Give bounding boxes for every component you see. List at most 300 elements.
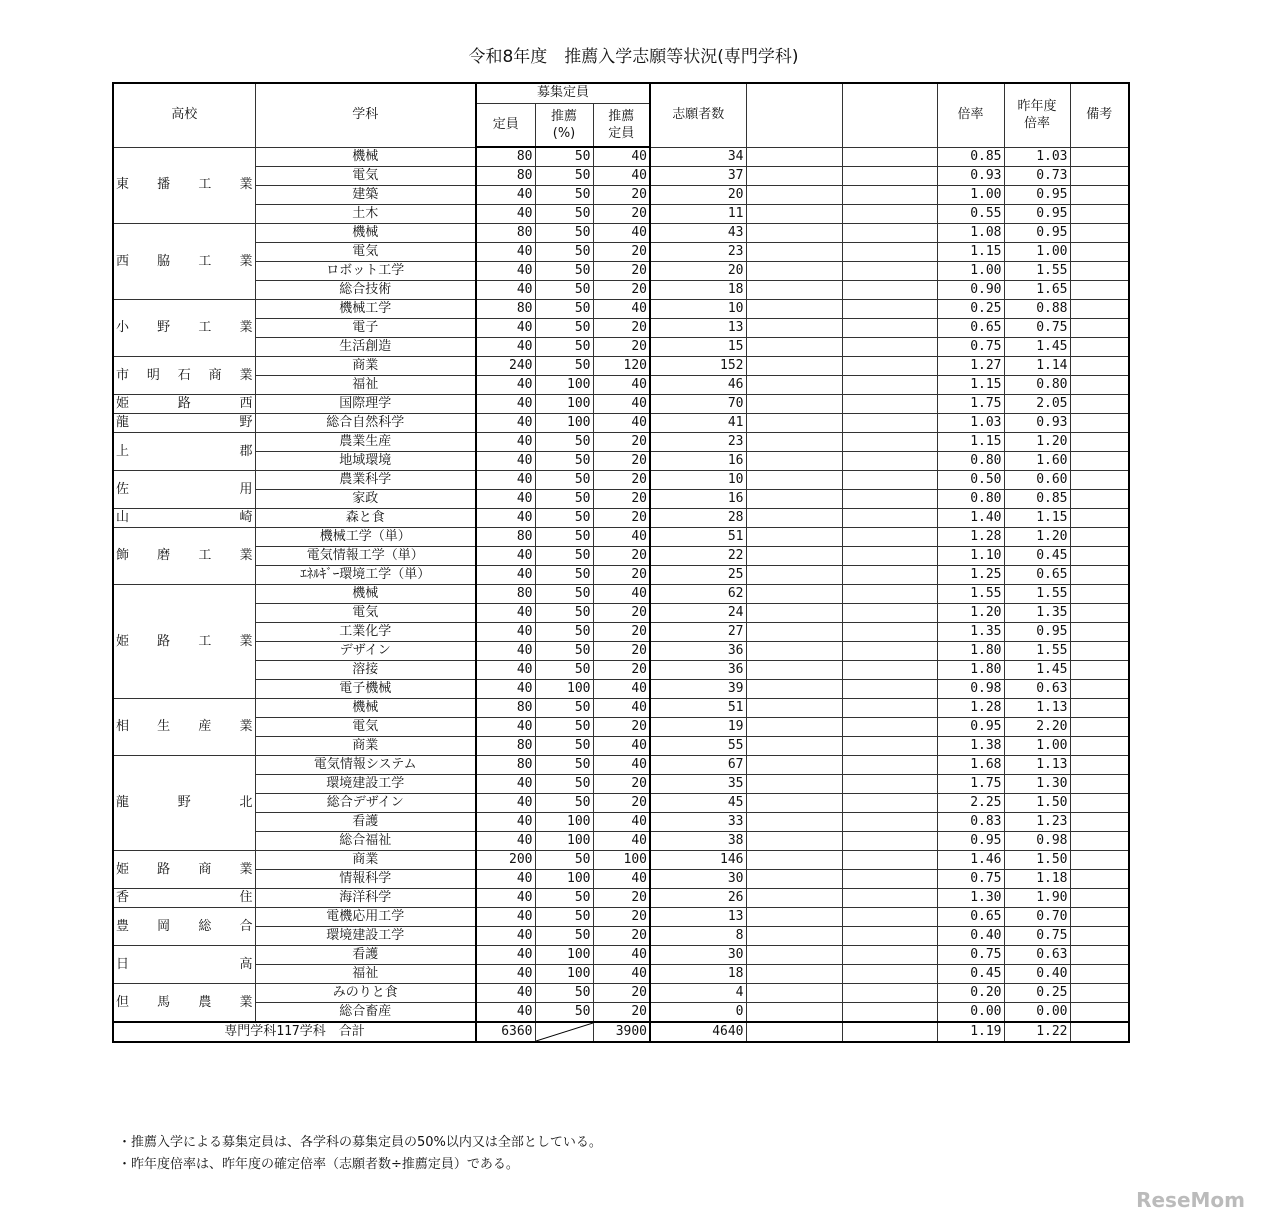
applicants-value: 37 — [650, 167, 746, 186]
blank-cell-1 — [746, 870, 842, 889]
applicants-value: 8 — [650, 927, 746, 946]
prev-ratio-value: 1.90 — [1004, 889, 1070, 908]
school-name-chars: 小 野 工 業 — [116, 320, 253, 335]
school-name — [113, 147, 255, 224]
prev-ratio-value: 1.20 — [1004, 433, 1070, 452]
department-name: 土木 — [255, 205, 476, 224]
school-name — [113, 509, 255, 528]
ratio-value: 0.65 — [937, 908, 1004, 927]
blank-cell-2 — [842, 224, 937, 243]
rec-capacity-value: 100 — [593, 851, 650, 870]
applicants-value: 23 — [650, 243, 746, 262]
capacity-value: 40 — [476, 984, 535, 1003]
rec-capacity-value: 20 — [593, 509, 650, 528]
rec-pct-value: 50 — [535, 1003, 593, 1023]
remarks-cell — [1070, 319, 1129, 338]
rec-capacity-value: 20 — [593, 927, 650, 946]
ratio-value: 1.20 — [937, 604, 1004, 623]
prev-ratio-value: 0.75 — [1004, 319, 1070, 338]
table-row — [113, 338, 1129, 357]
department-name: 電子 — [255, 319, 476, 338]
applicants-value: 35 — [650, 775, 746, 794]
applicants-value: 34 — [650, 147, 746, 167]
prev-ratio-value: 1.00 — [1004, 243, 1070, 262]
resemom-logo: ReseMom — [1136, 1188, 1245, 1212]
blank-cell-1 — [746, 471, 842, 490]
applicants-value: 10 — [650, 471, 746, 490]
table-row — [113, 262, 1129, 281]
remarks-cell — [1070, 167, 1129, 186]
prev-ratio-value: 1.45 — [1004, 338, 1070, 357]
rec-capacity-value: 20 — [593, 205, 650, 224]
remarks-cell — [1070, 186, 1129, 205]
department-name: 総合福祉 — [255, 832, 476, 851]
applicants-value: 152 — [650, 357, 746, 376]
school-name — [113, 756, 255, 851]
blank-cell-2 — [842, 946, 937, 965]
remarks-cell — [1070, 623, 1129, 642]
applicants-value: 55 — [650, 737, 746, 756]
remarks-cell — [1070, 566, 1129, 585]
rec-pct-value: 50 — [535, 851, 593, 870]
applicants-value: 30 — [650, 946, 746, 965]
ratio-value: 0.45 — [937, 965, 1004, 984]
ratio-value: 0.75 — [937, 870, 1004, 889]
rec-pct-value: 50 — [535, 509, 593, 528]
total-capacity: 6360 — [476, 1022, 535, 1042]
applicants-value: 51 — [650, 528, 746, 547]
rec-pct-value: 50 — [535, 604, 593, 623]
department-name: 商業 — [255, 357, 476, 376]
department-name: 生活創造 — [255, 338, 476, 357]
ratio-value: 0.80 — [937, 490, 1004, 509]
blank-cell-1 — [746, 1003, 842, 1023]
table-row — [113, 281, 1129, 300]
blank-cell-1 — [746, 547, 842, 566]
ratio-value: 1.00 — [937, 262, 1004, 281]
prev-ratio-value: 1.60 — [1004, 452, 1070, 471]
capacity-value: 40 — [476, 623, 535, 642]
remarks-cell — [1070, 471, 1129, 490]
rec-pct-value: 50 — [535, 642, 593, 661]
blank-cell-1 — [746, 908, 842, 927]
total-diagonal-slash — [535, 1022, 593, 1042]
department-name: 機械工学 — [255, 300, 476, 319]
rec-capacity-value: 40 — [593, 946, 650, 965]
prev-ratio-value: 0.45 — [1004, 547, 1070, 566]
prev-ratio-value: 1.13 — [1004, 756, 1070, 775]
department-name: 福祉 — [255, 376, 476, 395]
capacity-value: 80 — [476, 528, 535, 547]
table-row — [113, 965, 1129, 984]
rec-capacity-value: 20 — [593, 908, 650, 927]
applicants-value: 36 — [650, 642, 746, 661]
blank-cell-2 — [842, 813, 937, 832]
school-name — [113, 946, 255, 984]
rec-capacity-value: 40 — [593, 699, 650, 718]
applicants-value: 20 — [650, 262, 746, 281]
table-row — [113, 756, 1129, 775]
prev-ratio-value: 2.05 — [1004, 395, 1070, 414]
department-name: ロボット工学 — [255, 262, 476, 281]
applications-table — [112, 82, 1130, 1043]
prev-ratio-value: 1.14 — [1004, 357, 1070, 376]
rec-capacity-value: 20 — [593, 889, 650, 908]
rec-pct-value: 50 — [535, 927, 593, 946]
department-name: 電気 — [255, 718, 476, 737]
applicants-value: 28 — [650, 509, 746, 528]
ratio-value: 2.25 — [937, 794, 1004, 813]
header-recruit-group: 募集定員 — [476, 83, 650, 103]
ratio-value: 0.90 — [937, 281, 1004, 300]
blank-cell-2 — [842, 642, 937, 661]
remarks-cell — [1070, 832, 1129, 851]
blank-cell-1 — [746, 262, 842, 281]
remarks-cell — [1070, 851, 1129, 870]
school-name-chars: 相 生 産 業 — [116, 719, 253, 734]
applicants-value: 18 — [650, 965, 746, 984]
blank-cell-2 — [842, 889, 937, 908]
capacity-value: 80 — [476, 224, 535, 243]
capacity-value: 40 — [476, 832, 535, 851]
prev-ratio-value: 0.25 — [1004, 984, 1070, 1003]
department-name: 総合自然科学 — [255, 414, 476, 433]
table-row — [113, 414, 1129, 433]
school-name-chars: 姫 路 工 業 — [116, 633, 253, 649]
blank-cell-1 — [746, 300, 842, 319]
department-name: 農業科学 — [255, 471, 476, 490]
blank-cell-1 — [746, 224, 842, 243]
blank-cell-2 — [842, 680, 937, 699]
capacity-value: 40 — [476, 642, 535, 661]
ratio-value: 1.28 — [937, 699, 1004, 718]
ratio-value: 1.80 — [937, 642, 1004, 661]
prev-ratio-value: 1.55 — [1004, 262, 1070, 281]
prev-ratio-value: 0.40 — [1004, 965, 1070, 984]
school-name-chars: 市 明 石 商 業 — [116, 367, 253, 383]
prev-ratio-value: 1.30 — [1004, 775, 1070, 794]
capacity-value: 40 — [476, 566, 535, 585]
prev-ratio-value: 0.63 — [1004, 680, 1070, 699]
table-row — [113, 357, 1129, 376]
applicants-value: 19 — [650, 718, 746, 737]
rec-capacity-value: 40 — [593, 376, 650, 395]
capacity-value: 40 — [476, 281, 535, 300]
applicants-value: 41 — [650, 414, 746, 433]
school-name-chars: 龍 野 — [116, 415, 253, 430]
table-row — [113, 471, 1129, 490]
ratio-value: 0.25 — [937, 300, 1004, 319]
school-name-chars: 豊 岡 総 合 — [116, 918, 253, 934]
table-row — [113, 775, 1129, 794]
table-row — [113, 661, 1129, 680]
blank-cell-1 — [746, 243, 842, 262]
table-row — [113, 186, 1129, 205]
ratio-value: 1.80 — [937, 661, 1004, 680]
remarks-cell — [1070, 699, 1129, 718]
ratio-value: 1.40 — [937, 509, 1004, 528]
blank-cell-2 — [842, 395, 937, 414]
table-row — [113, 680, 1129, 699]
blank-cell-1 — [746, 357, 842, 376]
total-prev-ratio: 1.22 — [1004, 1022, 1070, 1042]
department-name: 電気情報システム — [255, 756, 476, 775]
table-row — [113, 623, 1129, 642]
prev-ratio-value: 1.55 — [1004, 642, 1070, 661]
blank-cell-2 — [842, 794, 937, 813]
capacity-value: 40 — [476, 946, 535, 965]
prev-ratio-value: 1.65 — [1004, 281, 1070, 300]
ratio-value: 1.08 — [937, 224, 1004, 243]
school-name — [113, 889, 255, 908]
notes — [118, 1132, 602, 1176]
capacity-value: 240 — [476, 357, 535, 376]
rec-pct-value: 100 — [535, 965, 593, 984]
rec-capacity-value: 20 — [593, 623, 650, 642]
table-row — [113, 566, 1129, 585]
rec-pct-value: 50 — [535, 433, 593, 452]
table-row — [113, 832, 1129, 851]
school-name-chars: 姫 路 商 業 — [116, 861, 253, 877]
table-row — [113, 794, 1129, 813]
prev-ratio-value: 1.55 — [1004, 585, 1070, 604]
school-name — [113, 851, 255, 889]
remarks-cell — [1070, 927, 1129, 946]
department-name: 看護 — [255, 946, 476, 965]
table-row — [113, 604, 1129, 623]
blank-cell-2 — [842, 661, 937, 680]
school-name-chars: 上 郡 — [116, 443, 253, 459]
table-row — [113, 167, 1129, 186]
blank-cell-1 — [746, 946, 842, 965]
prev-ratio-value: 0.93 — [1004, 414, 1070, 433]
capacity-value: 40 — [476, 813, 535, 832]
remarks-cell — [1070, 243, 1129, 262]
capacity-value: 80 — [476, 737, 535, 756]
blank-cell-2 — [842, 490, 937, 509]
blank-cell-1 — [746, 699, 842, 718]
rec-capacity-value: 40 — [593, 585, 650, 604]
capacity-value: 40 — [476, 775, 535, 794]
header-ratio: 倍率 — [937, 83, 1004, 147]
page-title: 令和8年度 推薦入学志願等状況(専門学科) — [468, 47, 799, 67]
capacity-value: 40 — [476, 604, 535, 623]
remarks-cell — [1070, 262, 1129, 281]
blank-cell-1 — [746, 737, 842, 756]
capacity-value: 40 — [476, 680, 535, 699]
prev-ratio-value: 0.80 — [1004, 376, 1070, 395]
remarks-cell — [1070, 984, 1129, 1003]
rec-capacity-value: 20 — [593, 471, 650, 490]
remarks-cell — [1070, 908, 1129, 927]
remarks-cell — [1070, 794, 1129, 813]
department-name: 機械工学（単） — [255, 528, 476, 547]
remarks-cell — [1070, 585, 1129, 604]
table-row — [113, 205, 1129, 224]
table-row — [113, 395, 1129, 414]
rec-pct-value: 50 — [535, 718, 593, 737]
rec-pct-value: 50 — [535, 167, 593, 186]
prev-ratio-value: 1.20 — [1004, 528, 1070, 547]
remarks-cell — [1070, 224, 1129, 243]
blank-cell-1 — [746, 718, 842, 737]
total-applicants: 4640 — [650, 1022, 746, 1042]
capacity-value: 200 — [476, 851, 535, 870]
prev-ratio-value: 0.85 — [1004, 490, 1070, 509]
school-name — [113, 357, 255, 395]
header-prev-ratio: 昨年度 倍率 — [1004, 83, 1070, 147]
table-body — [113, 147, 1129, 1022]
rec-pct-value: 50 — [535, 737, 593, 756]
table-row — [113, 718, 1129, 737]
prev-ratio-value: 1.50 — [1004, 851, 1070, 870]
rec-capacity-value: 20 — [593, 661, 650, 680]
header-applicants: 志願者数 — [650, 83, 746, 147]
school-name — [113, 528, 255, 585]
department-name: 機械 — [255, 147, 476, 167]
blank-cell-2 — [842, 147, 937, 167]
blank-cell-2 — [842, 699, 937, 718]
department-name: 環境建設工学 — [255, 775, 476, 794]
applicants-value: 22 — [650, 547, 746, 566]
capacity-value: 40 — [476, 262, 535, 281]
ratio-value: 0.55 — [937, 205, 1004, 224]
table-row — [113, 490, 1129, 509]
remarks-cell — [1070, 870, 1129, 889]
ratio-value: 1.38 — [937, 737, 1004, 756]
ratio-value: 1.75 — [937, 395, 1004, 414]
blank-cell-2 — [842, 376, 937, 395]
applicants-value: 16 — [650, 490, 746, 509]
department-name: 商業 — [255, 851, 476, 870]
blank-cell-2 — [842, 205, 937, 224]
capacity-value: 80 — [476, 699, 535, 718]
blank-cell-2 — [842, 262, 937, 281]
blank-cell-1 — [746, 414, 842, 433]
prev-ratio-value: 0.73 — [1004, 167, 1070, 186]
school-name — [113, 433, 255, 471]
applicants-value: 46 — [650, 376, 746, 395]
capacity-value: 40 — [476, 395, 535, 414]
prev-ratio-value: 0.95 — [1004, 224, 1070, 243]
blank-cell-2 — [842, 319, 937, 338]
remarks-cell — [1070, 414, 1129, 433]
applicants-value: 18 — [650, 281, 746, 300]
school-name — [113, 224, 255, 300]
ratio-value: 1.55 — [937, 585, 1004, 604]
rec-pct-value: 100 — [535, 680, 593, 699]
ratio-value: 1.10 — [937, 547, 1004, 566]
department-name: 電気情報工学（単） — [255, 547, 476, 566]
capacity-value: 40 — [476, 870, 535, 889]
school-name-chars: 姫 路 西 — [116, 396, 253, 411]
remarks-cell — [1070, 965, 1129, 984]
school-name-chars: 日 高 — [116, 956, 253, 972]
school-name-chars: 佐 用 — [116, 481, 253, 497]
capacity-value: 40 — [476, 509, 535, 528]
blank-cell-2 — [842, 357, 937, 376]
applicants-value: 146 — [650, 851, 746, 870]
applicants-value: 27 — [650, 623, 746, 642]
blank-cell-1 — [746, 167, 842, 186]
rec-capacity-value: 40 — [593, 147, 650, 167]
table-row — [113, 433, 1129, 452]
ratio-value: 1.46 — [937, 851, 1004, 870]
applicants-value: 51 — [650, 699, 746, 718]
total-ratio: 1.19 — [937, 1022, 1004, 1042]
school-name — [113, 395, 255, 414]
ratio-value: 1.03 — [937, 414, 1004, 433]
total-blank-2 — [842, 1022, 937, 1042]
rec-capacity-value: 40 — [593, 737, 650, 756]
department-name: 電気 — [255, 604, 476, 623]
ratio-value: 1.15 — [937, 433, 1004, 452]
blank-cell-2 — [842, 718, 937, 737]
school-name-chars: 飾 磨 工 業 — [116, 548, 253, 563]
rec-pct-value: 50 — [535, 889, 593, 908]
header-capacity: 定員 — [476, 103, 535, 147]
blank-cell-1 — [746, 794, 842, 813]
blank-cell-1 — [746, 680, 842, 699]
applicants-value: 26 — [650, 889, 746, 908]
rec-capacity-value: 40 — [593, 870, 650, 889]
remarks-cell — [1070, 528, 1129, 547]
rec-pct-value: 50 — [535, 623, 593, 642]
header-department: 学科 — [255, 83, 476, 147]
remarks-cell — [1070, 433, 1129, 452]
header-rec-capacity: 推薦 定員 — [593, 103, 650, 147]
department-name: ｴﾈﾙｷﾞｰ環境工学（単） — [255, 566, 476, 585]
blank-cell-1 — [746, 509, 842, 528]
blank-cell-1 — [746, 147, 842, 167]
department-name: 海洋科学 — [255, 889, 476, 908]
rec-pct-value: 50 — [535, 357, 593, 376]
prev-ratio-value: 0.95 — [1004, 186, 1070, 205]
rec-capacity-value: 40 — [593, 756, 650, 775]
applicants-value: 13 — [650, 908, 746, 927]
ratio-value: 0.83 — [937, 813, 1004, 832]
department-name: 福祉 — [255, 965, 476, 984]
blank-cell-2 — [842, 167, 937, 186]
rec-pct-value: 50 — [535, 908, 593, 927]
blank-cell-1 — [746, 186, 842, 205]
rec-pct-value: 50 — [535, 699, 593, 718]
rec-capacity-value: 20 — [593, 775, 650, 794]
capacity-value: 40 — [476, 547, 535, 566]
department-name: 建築 — [255, 186, 476, 205]
header-blank-2 — [842, 83, 937, 147]
rec-pct-value: 100 — [535, 813, 593, 832]
ratio-value: 1.75 — [937, 775, 1004, 794]
table-row — [113, 147, 1129, 167]
blank-cell-2 — [842, 965, 937, 984]
table-row — [113, 300, 1129, 319]
blank-cell-1 — [746, 661, 842, 680]
applicants-value: 4 — [650, 984, 746, 1003]
prev-ratio-value: 0.00 — [1004, 1003, 1070, 1023]
ratio-value: 1.35 — [937, 623, 1004, 642]
ratio-value: 0.50 — [937, 471, 1004, 490]
department-name: 総合デザイン — [255, 794, 476, 813]
applicants-value: 20 — [650, 186, 746, 205]
applicants-value: 11 — [650, 205, 746, 224]
department-name: 総合畜産 — [255, 1003, 476, 1023]
prev-ratio-value: 1.15 — [1004, 509, 1070, 528]
applicants-value: 43 — [650, 224, 746, 243]
ratio-value: 0.95 — [937, 832, 1004, 851]
department-name: 環境建設工学 — [255, 927, 476, 946]
prev-ratio-value: 0.95 — [1004, 623, 1070, 642]
